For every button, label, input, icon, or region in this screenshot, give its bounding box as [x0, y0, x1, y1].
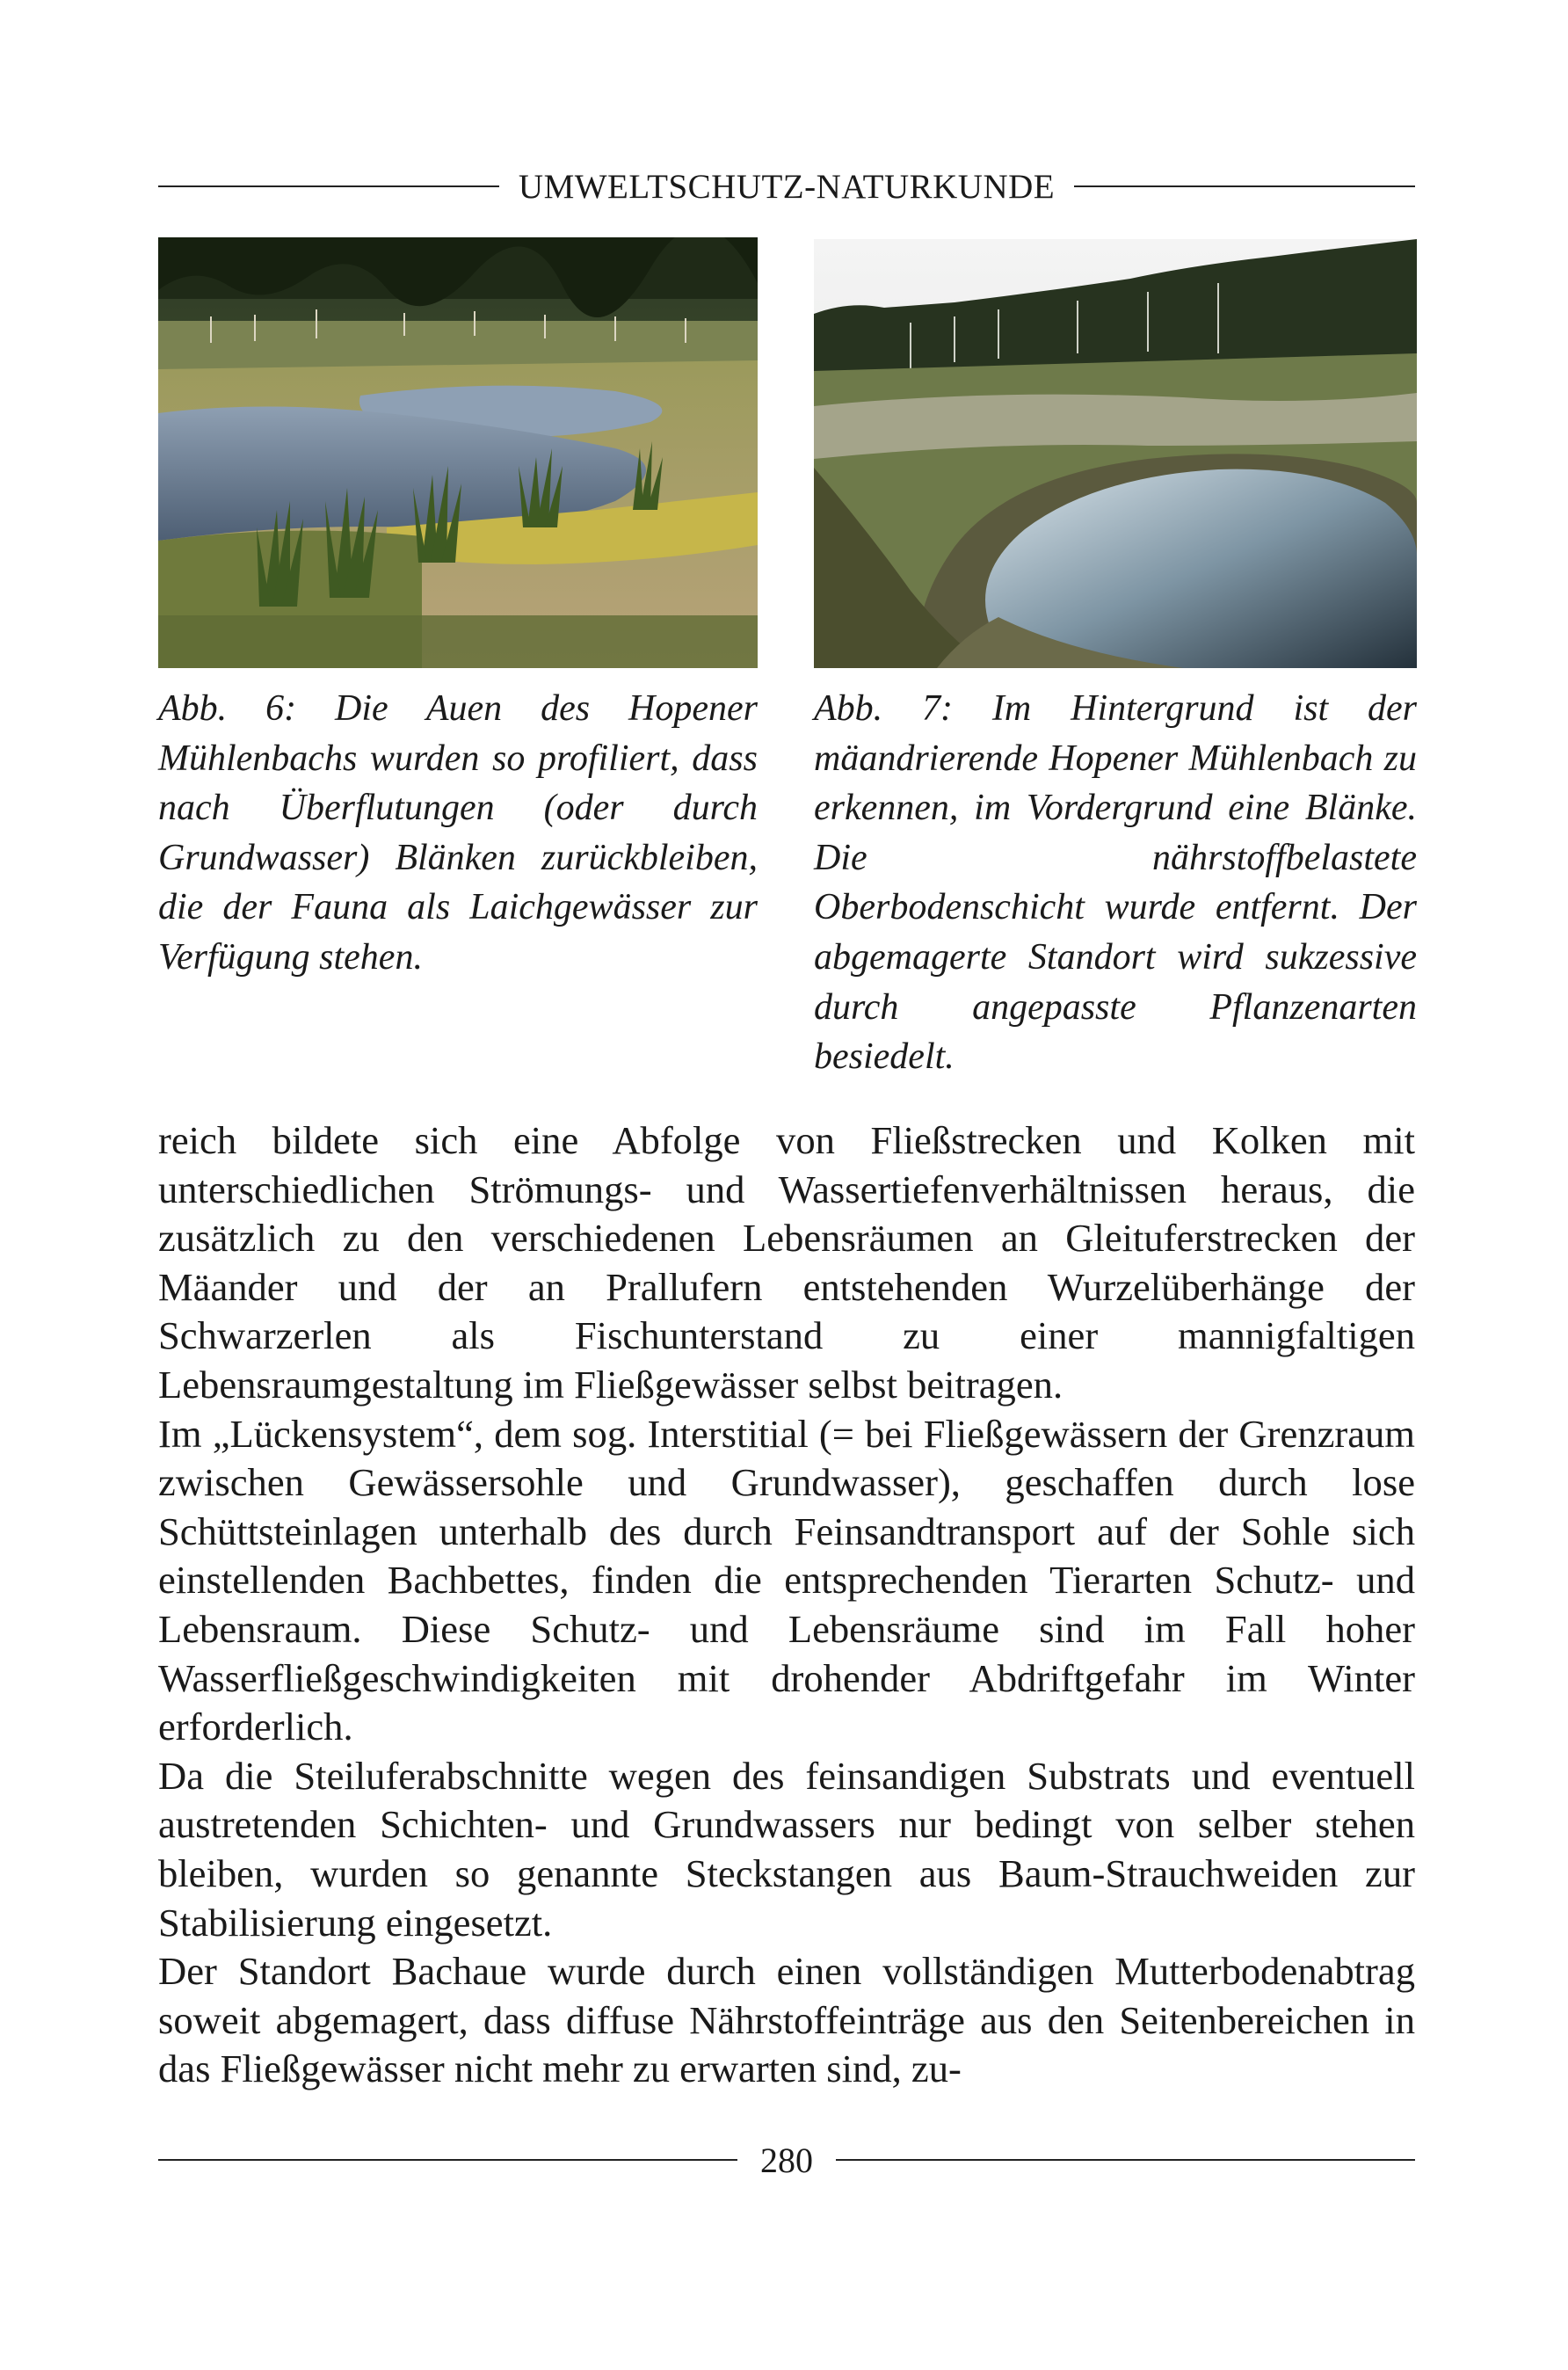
- figure-7-photo: [814, 239, 1417, 668]
- figure-7-caption: Abb. 7: Im Hintergrund ist der mäandrierende Hopener Mühlenbach zu erkennen, im Vordergrund eine Blänke. Die nährstoffbelastete Oberbodenschicht wurde entfernt. Der abgemagerte Standort wird sukzessive durch angepasste Pflanzenarten besiedelt.: [814, 688, 1417, 1078]
- paragraph-3: Da die Steiluferabschnitte wegen des feinsandigen Substrats und eventuell austretenden Schichten- und Grundwassers nur bedingt von selber stehen bleiben, wurden so genannte Steckstangen aus Baum-Strauchweiden zur Stabilisierung eingesetzt.: [158, 1753, 1415, 1945]
- footer-rule-left: [158, 2159, 737, 2161]
- footer-rule-right: [836, 2159, 1415, 2161]
- figure-6-photo: [158, 237, 758, 668]
- running-header: [158, 160, 1415, 213]
- page-footer: [158, 2134, 1415, 2186]
- header-rule-left: [158, 185, 499, 187]
- figure-6-caption: Abb. 6: Die Auen des Hopener Mühlenbachs wurden so profiliert, dass nach Überflutungen (oder durch Grundwasser) Blänken zurückbleiben, die der Fauna als Laichgewässer zur Verfügung stehen.: [158, 688, 758, 978]
- header-rule-right: [1074, 185, 1415, 187]
- paragraph-4: Der Standort Bachaue wurde durch einen vollständigen Mutterbodenabtrag soweit abgemagert, dass diffuse Nährstoffeinträge aus den Seitenbereichen in das Fließgewässer nicht mehr zu erwarten sind, zu-: [158, 1949, 1415, 2091]
- header-title: UMWELTSCHUTZ-NATURKUNDE: [518, 167, 1056, 206]
- paragraph-2: Im „Lückensystem“, dem sog. Interstitial (= bei Fließgewässern der Grenzraum zwischen Gewässersohle und Grundwasser), geschaffen durch lose Schüttsteinlagen unterhalb des durch Feinsandtransport auf der Sohle sich einstellenden Bachbettes, finden die entsprechenden Tierarten Schutz- und Lebensraum. Diese Schutz- und Lebensräume sind im Fall hoher Wasserfließgeschwindigkeiten mit drohender Abdriftgefahr im Winter erforderlich.: [158, 1411, 1415, 1749]
- paragraph-1: reich bildete sich eine Abfolge von Fließstrecken und Kolken mit unterschiedlichen Strömungs- und Wassertiefenverhältnissen heraus, die zusätzlich zu den verschiedenen Lebensräumen an Gleituferstrecken der Mäander und der an Prallufern entstehenden Wurzelüberhänge der Schwarzerlen als Fischunterstand zu einer mannigfaltigen Lebensraumgestaltung im Fließgewässer selbst beitragen.: [158, 1118, 1415, 1407]
- body-text: [158, 1116, 1415, 2094]
- page-number: 280: [760, 2140, 813, 2180]
